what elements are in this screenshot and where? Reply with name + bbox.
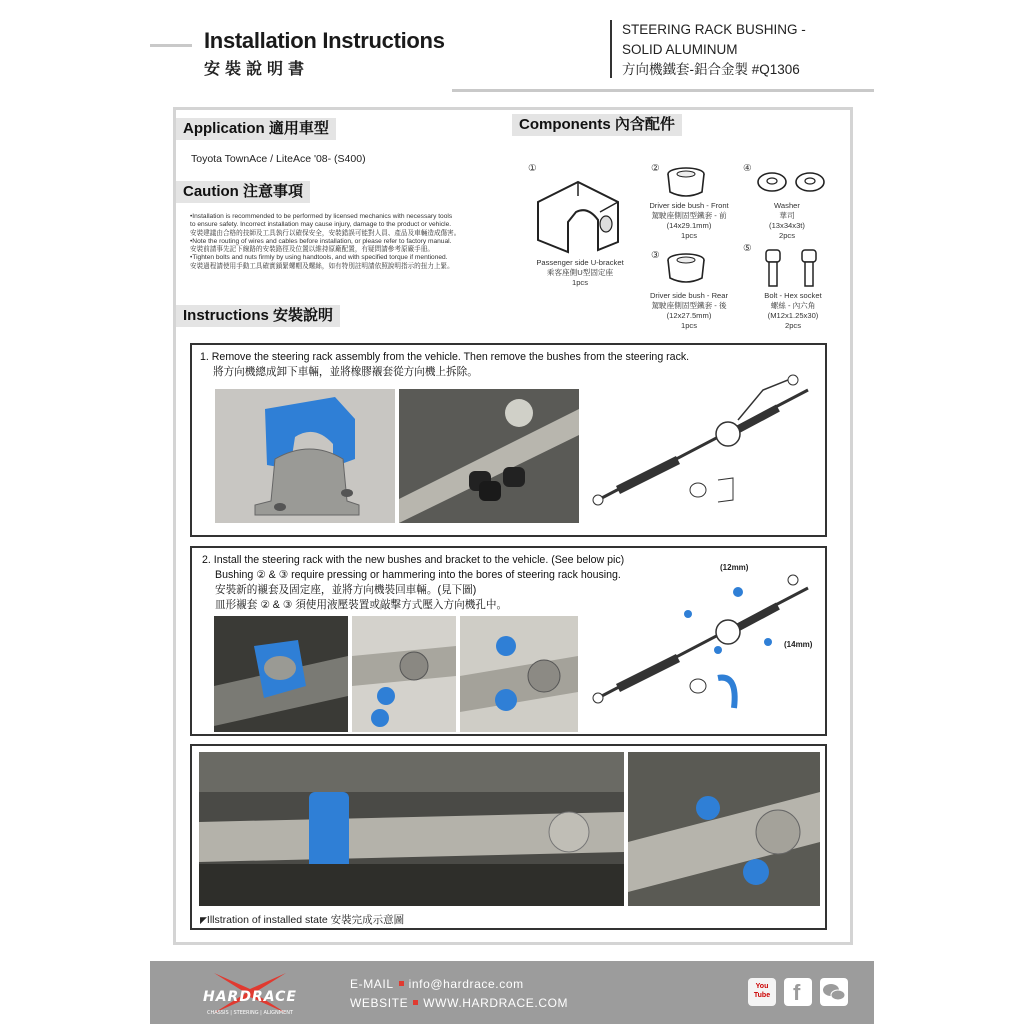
email-row: E-MAIL info@hardrace.com bbox=[350, 977, 524, 991]
step-2-text: 2. Install the steering rack with the new bushes and bracket to the vehicle. (See below pic) Bushing ② & ③ require pressing or hammering into the bores of steering rack housing. 安裝新的襯套及固定座，並將方向機裝回車輛。(見下圖) 皿形襯套 ② & ③ 須使用液壓裝置或敲擊方式壓入方向機孔中。 bbox=[202, 554, 625, 611]
bolt-icon bbox=[762, 248, 824, 288]
header-rule-left bbox=[150, 44, 192, 47]
washer-icon bbox=[756, 170, 830, 194]
component-number: ④ bbox=[743, 163, 752, 174]
component-number: ③ bbox=[651, 250, 660, 261]
caution-heading: Caution 注意事項 bbox=[176, 181, 310, 203]
installed-caption: ◤Illstration of installed state 安裝完成示意圖 bbox=[200, 914, 405, 926]
product-line-2: SOLID ALUMINUM bbox=[622, 42, 738, 57]
email-link[interactable]: info@hardrace.com bbox=[408, 977, 524, 991]
component-2: Driver side bush - Front 駕駛座側固型鐵套 - 前 (14x29.1mm) 1pcs bbox=[649, 201, 729, 240]
svg-text:HARDRACE: HARDRACE bbox=[203, 989, 297, 1005]
page-title-zh: 安裝說明書 bbox=[204, 59, 310, 78]
caution-line: 安裝建議由合格的技師及工具執行以確保安全，安裝錯誤可能對人員、產品及車輛造成傷害。 bbox=[190, 229, 461, 237]
component-number: ① bbox=[528, 163, 537, 174]
youtube-icon[interactable]: You Tube bbox=[748, 978, 776, 1006]
bullet-icon bbox=[413, 1000, 418, 1005]
installed-bush-closeup-photo bbox=[628, 752, 820, 906]
wechat-icon[interactable] bbox=[820, 978, 848, 1006]
application-heading: Application 適用車型 bbox=[176, 118, 336, 140]
installed-rack-photo bbox=[199, 752, 624, 906]
rack-removal-photo bbox=[399, 389, 579, 523]
components-heading: Components 內含配件 bbox=[512, 114, 682, 136]
caution-line: 安裝前請事先記下線路的安裝路徑及位置以維持原廠配置，有疑問請參考原廠手冊。 bbox=[190, 246, 434, 254]
bullet-icon bbox=[399, 981, 404, 986]
caution-line: •Installation is recommended to be performed by licensed mechanics with necessary tools bbox=[190, 213, 453, 220]
rack-bores-photo bbox=[352, 616, 456, 732]
component-number: ⑤ bbox=[743, 243, 752, 254]
product-title bbox=[622, 20, 806, 80]
application-vehicle: Toyota TownAce / LiteAce '08- (S400) bbox=[191, 153, 366, 165]
bush-pressed-photo bbox=[460, 616, 578, 732]
svg-text:CHASSIS | STEERING | ALIGNMENT: CHASSIS | STEERING | ALIGNMENT bbox=[206, 1010, 294, 1016]
product-line-1: STEERING RACK BUSHING - bbox=[622, 22, 806, 37]
caution-list bbox=[190, 213, 520, 271]
caution-line: •Tighten bolts and nuts firmly by using handtools, and with specified torque if mentioned. bbox=[190, 254, 448, 262]
caution-line: 安裝過程請使用手動工具確實鎖緊螺帽及螺絲，如有特別註明請依照說明指示的扭力上緊。 bbox=[190, 262, 454, 270]
component-3: Driver side bush - Rear 駕駛座側固型鐵套 - 後 (12x27.5mm) 1pcs bbox=[649, 291, 729, 330]
step-1-text: 1. Remove the steering rack assembly from the vehicle. Then remove the bushes from the steering rack. 將方向機總成卸下車輛，並將橡膠襯套從方向機上拆除。 bbox=[200, 351, 690, 378]
hardrace-logo bbox=[180, 969, 320, 1017]
header-divider bbox=[610, 20, 612, 78]
website-row: WEBSITE WWW.HARDRACE.COM bbox=[350, 996, 569, 1010]
facebook-icon[interactable]: f bbox=[784, 978, 812, 1006]
caution-line: •Note the routing of wires and cables before installation, or please refer to factory manual. bbox=[190, 237, 452, 245]
label-12mm: (12mm) bbox=[720, 563, 749, 572]
u-bracket-comparison-photo bbox=[215, 389, 395, 523]
component-5: Bolt - Hex socket 螺絲 - 內六角 (M12x1.25x30) 2pcs bbox=[764, 291, 822, 330]
footer bbox=[150, 961, 874, 1024]
label-14mm: (14mm) bbox=[784, 640, 813, 649]
header-rule-right bbox=[452, 89, 874, 92]
rack-exploded-diagram-1 bbox=[588, 350, 822, 530]
bush-rear-icon bbox=[664, 250, 708, 286]
website-link[interactable]: WWW.HARDRACE.COM bbox=[423, 996, 569, 1010]
contact-info bbox=[350, 975, 568, 1013]
component-1: Passenger side U-bracket 乘客座側U型固定座 1pcs bbox=[536, 258, 624, 287]
page-title: Installation Instructions bbox=[204, 28, 445, 53]
bush-front-icon bbox=[664, 164, 708, 200]
instructions-heading: Instructions 安裝說明 bbox=[176, 305, 340, 327]
triangle-icon: ◤ bbox=[200, 915, 207, 925]
bracket-install-photo bbox=[214, 616, 348, 732]
component-number: ② bbox=[651, 163, 660, 174]
u-bracket-icon bbox=[528, 172, 628, 260]
component-4: Washer 華司 (13x34x3t) 2pcs bbox=[769, 201, 805, 240]
product-line-3: 方向機鐵套-鋁合金製 #Q1306 bbox=[622, 62, 800, 77]
caution-line: to ensure safety. Incorrect installation may cause injury, damage to the product or vehicle. bbox=[190, 221, 452, 229]
